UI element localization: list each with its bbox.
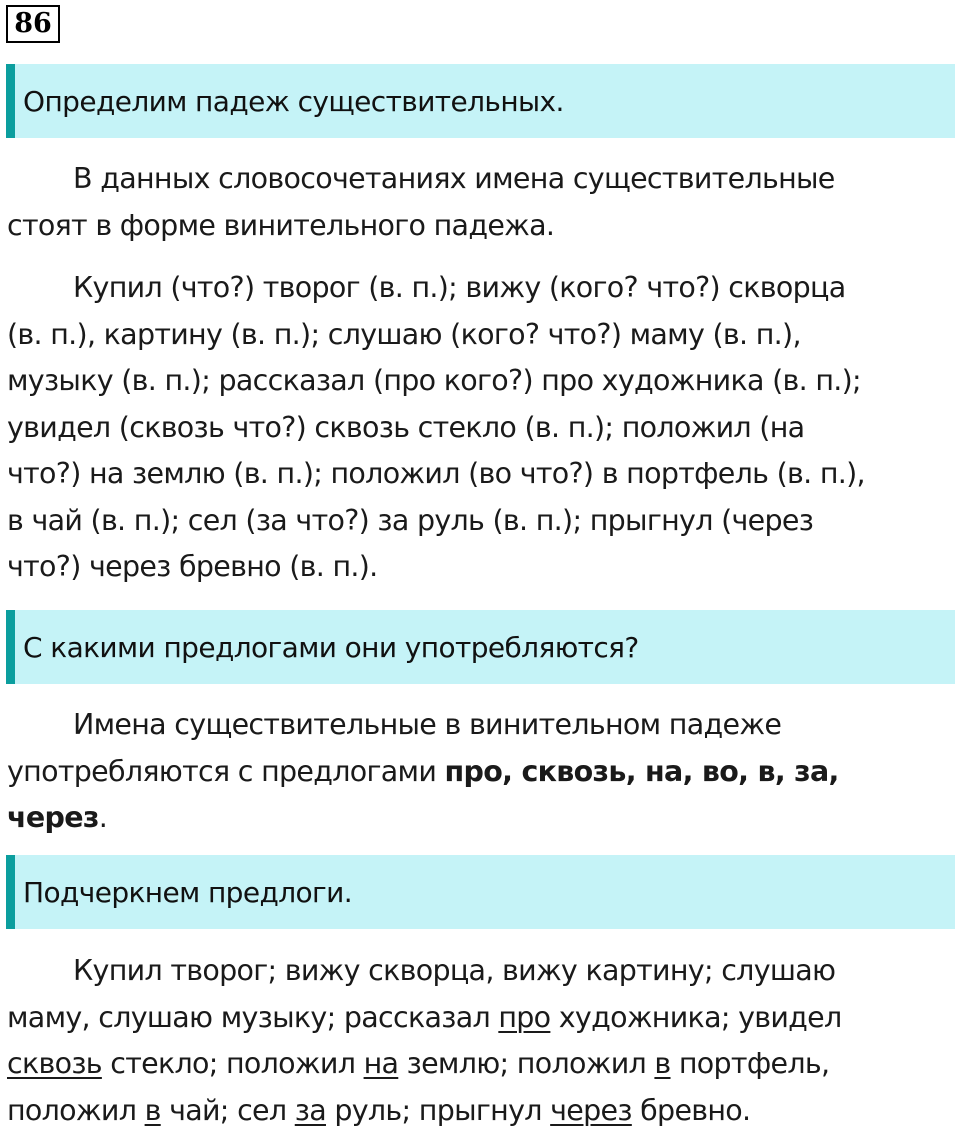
text-line: В данных словосочетаниях имена существительные [7, 156, 955, 203]
text-line [7, 749, 955, 796]
text-line: Имена существительные в винительном падеже [7, 702, 955, 749]
underlined-preposition: в [654, 1047, 670, 1080]
text-fragment: маму, слушаю музыку; рассказал [7, 1001, 498, 1034]
task-number: 86 [6, 5, 60, 43]
text-fragment: употребляются с предлогами [7, 755, 445, 788]
underlined-preposition: через [550, 1094, 632, 1127]
underlined-preposition: на [364, 1047, 399, 1080]
paragraph-underlined [7, 948, 955, 1134]
underlined-preposition: в [145, 1094, 161, 1127]
text-line: увидел (сквозь что?) сквозь стекло (в. п.); положил (на [7, 405, 955, 452]
underlined-preposition: за [295, 1094, 326, 1127]
text-line: музыку (в. п.); рассказал (про кого?) про художника (в. п.); [7, 358, 955, 405]
underlined-preposition: сквозь [7, 1047, 102, 1080]
text-line [7, 1041, 955, 1088]
paragraph-case-intro [7, 156, 955, 249]
text-fragment: стекло; положил [102, 1047, 364, 1080]
text-line [7, 995, 955, 1042]
section-heading-case [6, 64, 955, 138]
section-heading-text: Определим падеж существительных. [23, 85, 564, 118]
text-line: что?) на землю (в. п.); положил (во что?) в портфель (в. п.), [7, 451, 955, 498]
text-line: в чай (в. п.); сел (за что?) за руль (в. п.); прыгнул (через [7, 498, 955, 545]
text-fragment: руль; прыгнул [326, 1094, 550, 1127]
text-line: стоят в форме винительного падежа. [7, 203, 955, 250]
text-fragment: чай; сел [161, 1094, 295, 1127]
section-heading-text: Подчеркнем предлоги. [23, 876, 352, 909]
text-line: Купил (что?) творог (в. п.); вижу (кого? что?) скворца [7, 265, 955, 312]
section-heading-text: С какими предлогами они употребляются? [23, 631, 639, 664]
paragraph-case-analysis [7, 265, 955, 591]
text-line: что?) через бревно (в. п.). [7, 544, 955, 591]
text-fragment: портфель, [671, 1047, 830, 1080]
bold-prepositions: про, сквозь, на, во, в, за, [445, 755, 839, 788]
text-fragment: художника; увидел [550, 1001, 841, 1034]
text-line: (в. п.), картину (в. п.); слушаю (кого? что?) маму (в. п.), [7, 312, 955, 359]
text-line [7, 1088, 955, 1134]
text-fragment: бревно. [632, 1094, 751, 1127]
section-heading-prepositions [6, 610, 955, 684]
text-line [7, 795, 955, 842]
underlined-preposition: про [498, 1001, 550, 1034]
bold-prepositions: через [7, 801, 99, 834]
text-fragment: положил [7, 1094, 145, 1127]
text-line: Купил творог; вижу скворца, вижу картину; слушаю [7, 948, 955, 995]
paragraph-prepositions [7, 702, 955, 842]
text-fragment: землю; положил [398, 1047, 654, 1080]
text-fragment: . [99, 801, 107, 834]
section-heading-underline [6, 855, 955, 929]
